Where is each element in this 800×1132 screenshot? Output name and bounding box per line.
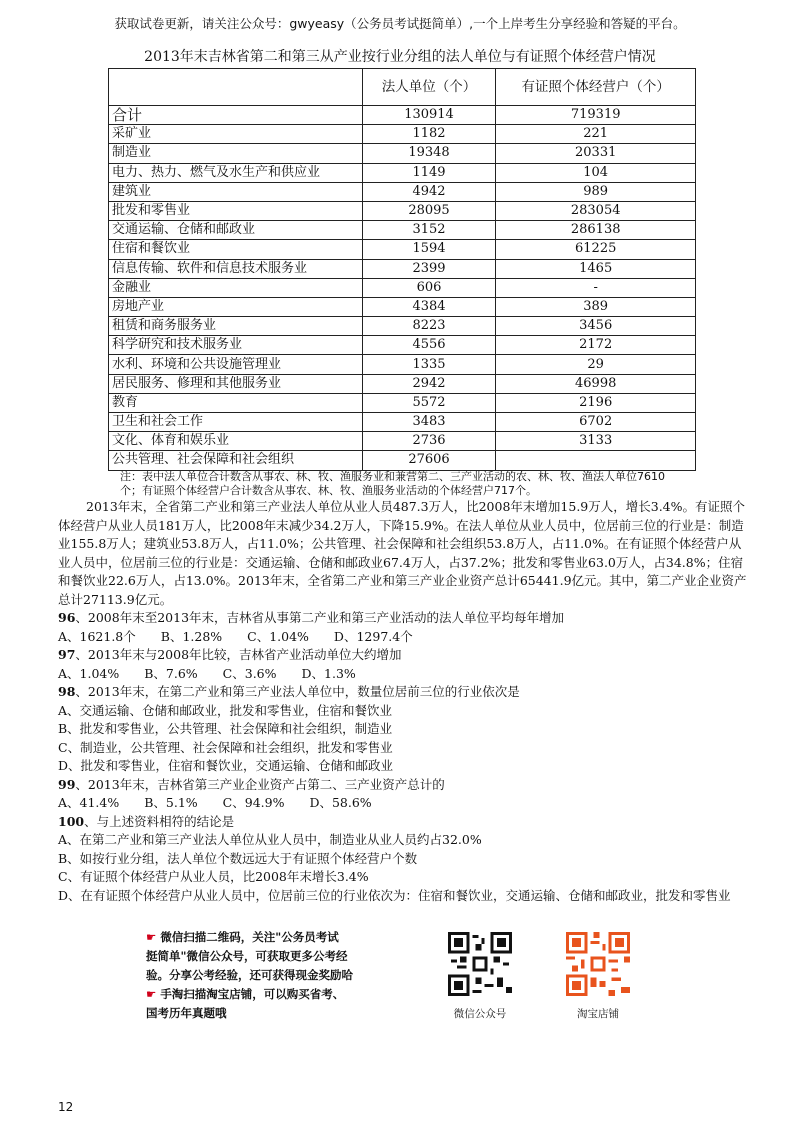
- row-label: 合计: [109, 106, 363, 125]
- cell-value: 61225: [496, 240, 696, 259]
- row-label: 文化、体育和娱乐业: [109, 432, 363, 451]
- arrow-icon: ☛: [146, 930, 157, 944]
- cell-value: 28095: [362, 201, 496, 220]
- cell-value: 2399: [362, 259, 496, 278]
- cell-value: 286138: [496, 221, 696, 240]
- arrow-icon: ☛: [146, 987, 157, 1001]
- cell-value: 2942: [362, 374, 496, 393]
- question-text: 、2013年末，在第二产业和第三产业法人单位中，数量位居前三位的行业依次是: [75, 684, 520, 699]
- taobao-qr-label: 淘宝店铺: [577, 1008, 619, 1020]
- row-label: 采矿业: [109, 125, 363, 144]
- cell-value: 2196: [496, 393, 696, 412]
- row-label: 居民服务、修理和其他服务业: [109, 374, 363, 393]
- cell-value: 20331: [496, 144, 696, 163]
- promo-line: 验。分享公考经验，还可获得现金奖励哈: [146, 968, 353, 982]
- row-label: 住宿和餐饮业: [109, 240, 363, 259]
- question-text: 、2008年末至2013年末，吉林省从事第二产业和第三产业活动的法人单位平均每年增加: [75, 610, 565, 625]
- question-text: 、2013年末，吉林省第三产业企业资产占第二、三产业资产总计的: [75, 776, 445, 792]
- question-stem: [58, 683, 748, 702]
- paragraph: 2013年末，全省第二产业和第三产业法人单位从业人员487.3万人，比2008年末增加15.9万人，增长3.4%。有证照个体经营户从业人员181万人，比2008年末减少34.2万人，下降15.9%。在法人单位从业人员中，位居前三位的行业是：制造业155.8万人；建筑业53.8万人，占11.0%；公共管理、社会保障和社会组织53.8万人，占11.0%。在有证照个体经营户从业人员中，位居前三位的行业是：交通运输、仓储和邮政业67.4万人，占37.2%；批发和零售业63.0万人，占34.8%；住宿和餐饮业22.6万人，占13.0%。2013年末，全省第二产业和第三产业企业资产总计65441.9亿元。其中，第二产业企业资产总计27113.9亿元。: [58, 499, 747, 607]
- table-row: [109, 413, 696, 432]
- table-row: [109, 297, 696, 316]
- answer-option[interactable]: A、1621.8个 B、1.28% C、1.04% D、1297.4个: [58, 628, 413, 644]
- row-label: 科学研究和技术服务业: [109, 336, 363, 355]
- column-header: [109, 69, 363, 106]
- cell-value: 29: [496, 355, 696, 374]
- table-row: [109, 432, 696, 451]
- table-row: [109, 278, 696, 297]
- question-number: 100: [58, 813, 85, 829]
- table-row: [109, 201, 696, 220]
- cell-value: 1465: [496, 259, 696, 278]
- questions: [58, 609, 748, 905]
- cell-value: 2736: [362, 432, 496, 451]
- body-text: [58, 498, 748, 905]
- cell-value: 719319: [496, 106, 696, 125]
- cell-value: 1149: [362, 163, 496, 182]
- cell-value: 1335: [362, 355, 496, 374]
- answer-option[interactable]: B、批发和零售业，公共管理、社会保障和社会组织，制造业: [58, 721, 393, 736]
- answer-option[interactable]: A、41.4% B、5.1% C、94.9% D、58.6%: [58, 795, 372, 810]
- table-row: [109, 240, 696, 259]
- cell-value: [496, 451, 696, 470]
- cell-value: 19348: [362, 144, 496, 163]
- header-note: 获取试卷更新，请关注公众号：gwyeasy（公务员考试挺简单）,一个上岸考生分享经验和答疑的平台。: [114, 16, 686, 31]
- cell-value: 221: [496, 125, 696, 144]
- promo-block: [146, 928, 646, 1028]
- cell-value: 130914: [362, 106, 496, 125]
- row-label: 制造业: [109, 144, 363, 163]
- table-row: [109, 259, 696, 278]
- row-label: 公共管理、社会保障和社会组织: [109, 451, 363, 470]
- table-row: [109, 355, 696, 374]
- table-row: [109, 393, 696, 412]
- row-label: 信息传输、软件和信息技术服务业: [109, 259, 363, 278]
- promo-line: 国考历年真题哦: [146, 1006, 227, 1020]
- cell-value: 283054: [496, 201, 696, 220]
- table-row: [109, 336, 696, 355]
- cell-value: 3456: [496, 317, 696, 336]
- cell-value: 4556: [362, 336, 496, 355]
- cell-value: 389: [496, 297, 696, 316]
- question-stem: [58, 646, 748, 665]
- cell-value: 46998: [496, 374, 696, 393]
- table-title: 2013年末吉林省第二和第三从产业按行业分组的法人单位与有证照个体经营户情况: [144, 49, 656, 65]
- table-row: [109, 163, 696, 182]
- cell-value: 2172: [496, 336, 696, 355]
- taobao-qr-code[interactable]: [566, 932, 630, 996]
- question-number: 97: [58, 647, 76, 662]
- cell-value: 8223: [362, 317, 496, 336]
- wechat-qr-label: 微信公众号: [453, 1008, 507, 1020]
- row-label: 租赁和商务服务业: [109, 317, 363, 336]
- cell-value: 4942: [362, 182, 496, 201]
- question-number: 96: [58, 610, 76, 625]
- cell-value: 1594: [362, 240, 496, 259]
- row-label: 卫生和社会工作: [109, 413, 363, 432]
- table-row: [109, 125, 696, 144]
- question-number: 98: [58, 684, 76, 699]
- row-label: 教育: [109, 393, 363, 412]
- row-label: 电力、热力、燃气及水生产和供应业: [109, 163, 363, 182]
- cell-value: 989: [496, 182, 696, 201]
- answer-option[interactable]: C、制造业，公共管理、社会保障和社会组织，批发和零售业: [58, 739, 393, 755]
- wechat-qr-code[interactable]: [448, 932, 512, 996]
- answer-option[interactable]: B、如按行业分组，法人单位个数远远大于有证照个体经营户个数: [58, 850, 418, 866]
- table-row: [109, 221, 696, 240]
- row-label: 金融业: [109, 278, 363, 297]
- table-row: [109, 451, 696, 470]
- table-row: [109, 106, 696, 125]
- answer-option[interactable]: D、批发和零售业，住宿和餐饮业，交通运输、仓储和邮政业: [58, 758, 394, 773]
- row-label: 交通运输、仓储和邮政业: [109, 221, 363, 240]
- answer-option[interactable]: A、交通运输、仓储和邮政业，批发和零售业，住宿和餐饮业: [58, 702, 393, 718]
- table-header-row: [109, 69, 696, 106]
- cell-value: 3152: [362, 221, 496, 240]
- row-label: 房地产业: [109, 297, 363, 316]
- question-text: 、2013年末与2008年比较，吉林省产业活动单位大约增加: [75, 647, 402, 662]
- cell-value: 104: [496, 163, 696, 182]
- promo-text: [146, 928, 431, 1023]
- promo-line: 手淘扫描淘宝店铺，可以购买省考、: [160, 987, 345, 1001]
- question-stem: [58, 609, 748, 628]
- row-label: 批发和零售业: [109, 201, 363, 220]
- table-footnote: 注：表中法人单位合计数含从事农、林、牧、渔服务业和兼营第二、三产业活动的农、林、牧、渔法人单位7610个；有证照个体经营户合计数含从事农、林、牧、渔服务业活动的个体经营户717个。: [120, 470, 665, 497]
- promo-line: 微信扫描二维码，关注"公务员考试: [160, 930, 339, 944]
- promo-line: 挺简单"微信公众号，可获取更多公考经: [146, 949, 348, 963]
- table-row: [109, 182, 696, 201]
- page-number: 12: [58, 1100, 74, 1114]
- cell-value: 27606: [362, 451, 496, 470]
- cell-value: 3483: [362, 413, 496, 432]
- row-label: 建筑业: [109, 182, 363, 201]
- cell-value: 606: [362, 278, 496, 297]
- answer-option[interactable]: C、有证照个体经营户从业人员，比2008年末增长3.4%: [58, 869, 369, 884]
- question-stem: [58, 813, 748, 832]
- cell-value: 1182: [362, 125, 496, 144]
- table-row: [109, 144, 696, 163]
- table-row: [109, 317, 696, 336]
- column-header: 有证照个体经营户（个）: [496, 69, 696, 106]
- question-number: 99: [58, 776, 76, 792]
- answer-option[interactable]: A、1.04% B、7.6% C、3.6% D、1.3%: [58, 665, 356, 681]
- cell-value: 3133: [496, 432, 696, 451]
- cell-value: 5572: [362, 393, 496, 412]
- answer-option[interactable]: D、在有证照个体经营户从业人员中，位居前三位的行业依次为：住宿和餐饮业，交通运输、仓储和邮政业，批发和零售业: [58, 887, 731, 903]
- cell-value: 6702: [496, 413, 696, 432]
- cell-value: -: [496, 278, 696, 297]
- answer-option[interactable]: A、在第二产业和第三产业法人单位从业人员中，制造业从业人员约占32.0%: [58, 832, 482, 847]
- row-label: 水利、环境和公共设施管理业: [109, 355, 363, 374]
- question-text: 、与上述资料相符的结论是: [84, 813, 235, 829]
- table-row: [109, 374, 696, 393]
- cell-value: 4384: [362, 297, 496, 316]
- column-header: 法人单位（个）: [362, 69, 496, 106]
- question-stem: [58, 776, 748, 795]
- data-table: [108, 68, 696, 471]
